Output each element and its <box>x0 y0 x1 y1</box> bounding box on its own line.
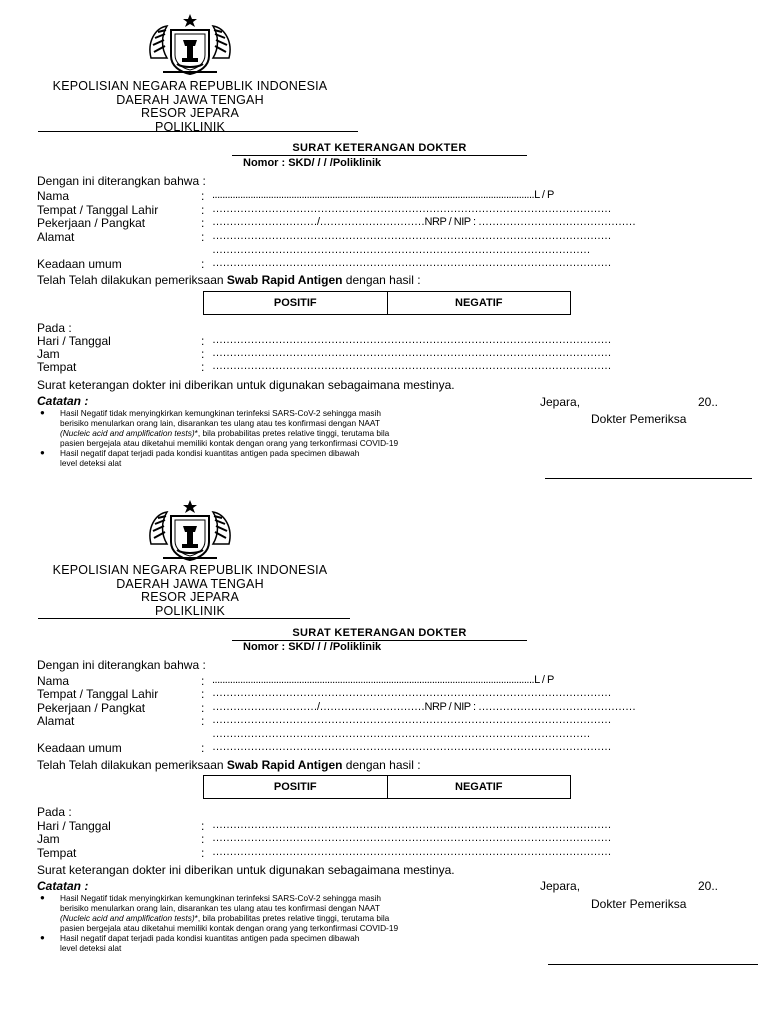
note-line: berisiko menularkan orang lain, disarankan tes ulang atau tes konfirmasi dengan NAAT <box>60 418 380 428</box>
document-title: SURAT KETERANGAN DOKTER <box>292 627 467 639</box>
bullet-icon: ● <box>40 448 45 457</box>
field-colon: : <box>201 216 205 230</box>
city-label: Jepara, <box>540 879 581 893</box>
year-label: 20.. <box>698 879 719 893</box>
note-line: Hasil negatif dapat terjadi pada kondisi kuantitas antigen pada specimen dibawah <box>60 933 360 943</box>
swab-test-name: Swab Rapid Antigen <box>226 758 343 772</box>
field-label-hari: Hari / Tanggal <box>37 334 111 348</box>
note-italic: (Nucleic acid and amplification tests) <box>60 913 195 923</box>
field-alamat-blank[interactable]: …………………………………………………………………………………………………… <box>212 714 611 726</box>
note-rest: *, bila probabilitas pretes relative tinggi, terutama bila <box>194 428 390 438</box>
document-number: Nomor : SKD/ / / /Poliklinik <box>243 157 382 169</box>
closing-statement: Surat keterangan dokter ini diberikan untuk digunakan sebagaimana mestinya. <box>37 863 455 877</box>
intro-text: Dengan ini diterangkan bahwa : <box>37 658 206 672</box>
note-item <box>38 408 508 448</box>
field-hari-blank[interactable]: …………………………………………………………………………………………………… <box>212 819 611 831</box>
signature-line <box>545 478 752 479</box>
field-pekerjaan-blank[interactable]: …………………………/…………………………NRP / NIP : ……………………………………… <box>212 216 636 228</box>
field-nama-blank[interactable]: ..............................................................................................................................L / P <box>212 674 554 686</box>
header-divider <box>38 131 358 132</box>
pada-label: Pada : <box>37 805 72 819</box>
note-item <box>38 893 508 933</box>
field-ttl-blank[interactable]: …………………………………………………………………………………………………… <box>212 203 611 215</box>
swab-prefix: Telah Telah dilakukan pemeriksaan <box>37 758 227 772</box>
header-line-1: KEPOLISIAN NEGARA REPUBLIK INDONESIA <box>52 79 328 93</box>
field-colon: : <box>201 714 205 728</box>
field-label-keadaan: Keadaan umum <box>37 257 122 271</box>
notes-list <box>38 893 508 953</box>
result-positive-option[interactable]: POSITIF <box>273 781 317 793</box>
certificate-form-1 <box>0 0 768 486</box>
field-colon: : <box>201 846 205 860</box>
field-label-tempat: Tempat <box>37 846 77 860</box>
signer-label: Dokter Pemeriksa <box>591 897 687 911</box>
note-line: berisiko menularkan orang lain, disarankan tes ulang atau tes konfirmasi dengan NAAT <box>60 903 380 913</box>
field-label-ttl: Tempat / Tanggal Lahir <box>37 687 159 701</box>
note-line: Hasil negatif dapat terjadi pada kondisi kuantitas antigen pada specimen dibawah <box>60 448 360 458</box>
field-colon: : <box>201 360 205 374</box>
note-line: level deteksi alat <box>60 458 122 468</box>
title-underline <box>232 155 527 156</box>
field-tempat-blank[interactable]: …………………………………………………………………………………………………… <box>212 846 611 858</box>
field-alamat-blank-2[interactable]: ……………………………………………………………………………………………… <box>212 728 590 740</box>
certificate-form-2 <box>0 486 768 972</box>
field-colon: : <box>201 203 205 217</box>
catatan-label: Catatan : <box>37 394 89 408</box>
bullet-icon: ● <box>40 408 45 417</box>
field-tempat-blank[interactable]: …………………………………………………………………………………………………… <box>212 360 611 372</box>
signer-label: Dokter Pemeriksa <box>591 412 687 426</box>
field-colon: : <box>201 832 205 846</box>
document-number: Nomor : SKD/ / / /Poliklinik <box>243 641 382 653</box>
header-divider <box>38 618 350 619</box>
result-negative-option[interactable]: NEGATIF <box>387 292 571 314</box>
police-emblem-icon <box>145 498 235 564</box>
field-nama-blank[interactable]: ..............................................................................................................................L / P <box>212 189 554 201</box>
closing-statement: Surat keterangan dokter ini diberikan untuk digunakan sebagaimana mestinya. <box>37 378 455 392</box>
note-item <box>38 448 508 468</box>
field-ttl-blank[interactable]: …………………………………………………………………………………………………… <box>212 687 611 699</box>
header-line-2: DAERAH JAWA TENGAH <box>116 92 264 107</box>
field-keadaan-blank[interactable]: …………………………………………………………………………………………………… <box>212 257 611 269</box>
field-label-pekerjaan: Pekerjaan / Pangkat <box>37 216 146 230</box>
header-line-1: KEPOLISIAN NEGARA REPUBLIK INDONESIA <box>52 563 328 577</box>
note-line: Hasil Negatif tidak menyingkirkan kemungkinan terinfeksi SARS-CoV-2 sehingga masih <box>60 893 381 903</box>
field-colon: : <box>201 230 205 244</box>
bullet-icon: ● <box>40 893 45 902</box>
field-label-nama: Nama <box>37 674 70 688</box>
field-colon: : <box>201 741 205 755</box>
bullet-icon: ● <box>40 933 45 942</box>
field-label-jam: Jam <box>37 347 60 361</box>
year-label: 20.. <box>698 395 719 409</box>
note-line: pasien bergejala atau diketahui memiliki kontak dengan orang yang terkonfirmasi COVID-19 <box>60 438 399 448</box>
header-line-3: RESOR JEPARA <box>140 106 240 120</box>
field-alamat-blank[interactable]: …………………………………………………………………………………………………… <box>212 230 611 242</box>
institution-header <box>40 80 340 134</box>
header-line-4: POLIKLINIK <box>154 119 226 134</box>
field-keadaan-blank[interactable]: …………………………………………………………………………………………………… <box>212 741 611 753</box>
field-colon: : <box>201 687 205 701</box>
document-title: SURAT KETERANGAN DOKTER <box>292 142 467 154</box>
field-colon: : <box>201 334 205 348</box>
swab-test-name: Swab Rapid Antigen <box>226 273 343 287</box>
field-jam-blank[interactable]: …………………………………………………………………………………………………… <box>212 347 611 359</box>
header-line-3: RESOR JEPARA <box>140 590 240 604</box>
field-label-nama: Nama <box>37 189 70 203</box>
field-label-ttl: Tempat / Tanggal Lahir <box>37 203 159 217</box>
result-negative-option[interactable]: NEGATIF <box>387 776 571 798</box>
swab-prefix: Telah Telah dilakukan pemeriksaan <box>37 273 227 287</box>
note-italic: (Nucleic acid and amplification tests) <box>60 428 195 438</box>
field-alamat-blank-2[interactable]: ……………………………………………………………………………………………… <box>212 244 590 256</box>
result-box <box>203 775 571 799</box>
result-box <box>203 291 571 315</box>
field-colon: : <box>201 347 205 361</box>
swab-statement <box>37 758 421 772</box>
result-positive-option[interactable]: POSITIF <box>273 297 317 309</box>
note-line <box>60 428 508 438</box>
swab-statement <box>37 273 421 287</box>
field-label-alamat: Alamat <box>37 230 75 244</box>
field-jam-blank[interactable]: …………………………………………………………………………………………………… <box>212 832 611 844</box>
signature-line <box>548 964 758 965</box>
swab-suffix: dengan hasil : <box>342 273 421 287</box>
field-label-hari: Hari / Tanggal <box>37 819 111 833</box>
note-line <box>60 913 508 923</box>
police-emblem-icon <box>145 12 235 78</box>
institution-header <box>40 564 340 618</box>
catatan-label: Catatan : <box>37 879 89 893</box>
note-line: Hasil Negatif tidak menyingkirkan kemungkinan terinfeksi SARS-CoV-2 sehingga masih <box>60 408 381 418</box>
intro-text: Dengan ini diterangkan bahwa : <box>37 174 206 188</box>
field-label-tempat: Tempat <box>37 360 77 374</box>
field-colon: : <box>201 674 205 688</box>
pada-label: Pada : <box>37 321 72 335</box>
field-label-jam: Jam <box>37 832 60 846</box>
swab-suffix: dengan hasil : <box>342 758 421 772</box>
field-label-pekerjaan: Pekerjaan / Pangkat <box>37 701 146 715</box>
header-line-4: POLIKLINIK <box>154 603 226 618</box>
field-colon: : <box>201 819 205 833</box>
notes-list <box>38 408 508 468</box>
field-label-keadaan: Keadaan umum <box>37 741 122 755</box>
note-line: level deteksi alat <box>60 943 122 953</box>
field-colon: : <box>201 701 205 715</box>
field-pekerjaan-blank[interactable]: …………………………/…………………………NRP / NIP : ……………………………………… <box>212 701 636 713</box>
note-rest: *, bila probabilitas pretes relative tinggi, terutama bila <box>194 913 390 923</box>
city-label: Jepara, <box>540 395 581 409</box>
field-colon: : <box>201 257 205 271</box>
note-line: pasien bergejala atau diketahui memiliki kontak dengan orang yang terkonfirmasi COVID-19 <box>60 923 399 933</box>
field-label-alamat: Alamat <box>37 714 75 728</box>
field-colon: : <box>201 189 205 203</box>
note-item <box>38 933 508 953</box>
field-hari-blank[interactable]: …………………………………………………………………………………………………… <box>212 334 611 346</box>
header-line-2: DAERAH JAWA TENGAH <box>116 576 264 591</box>
